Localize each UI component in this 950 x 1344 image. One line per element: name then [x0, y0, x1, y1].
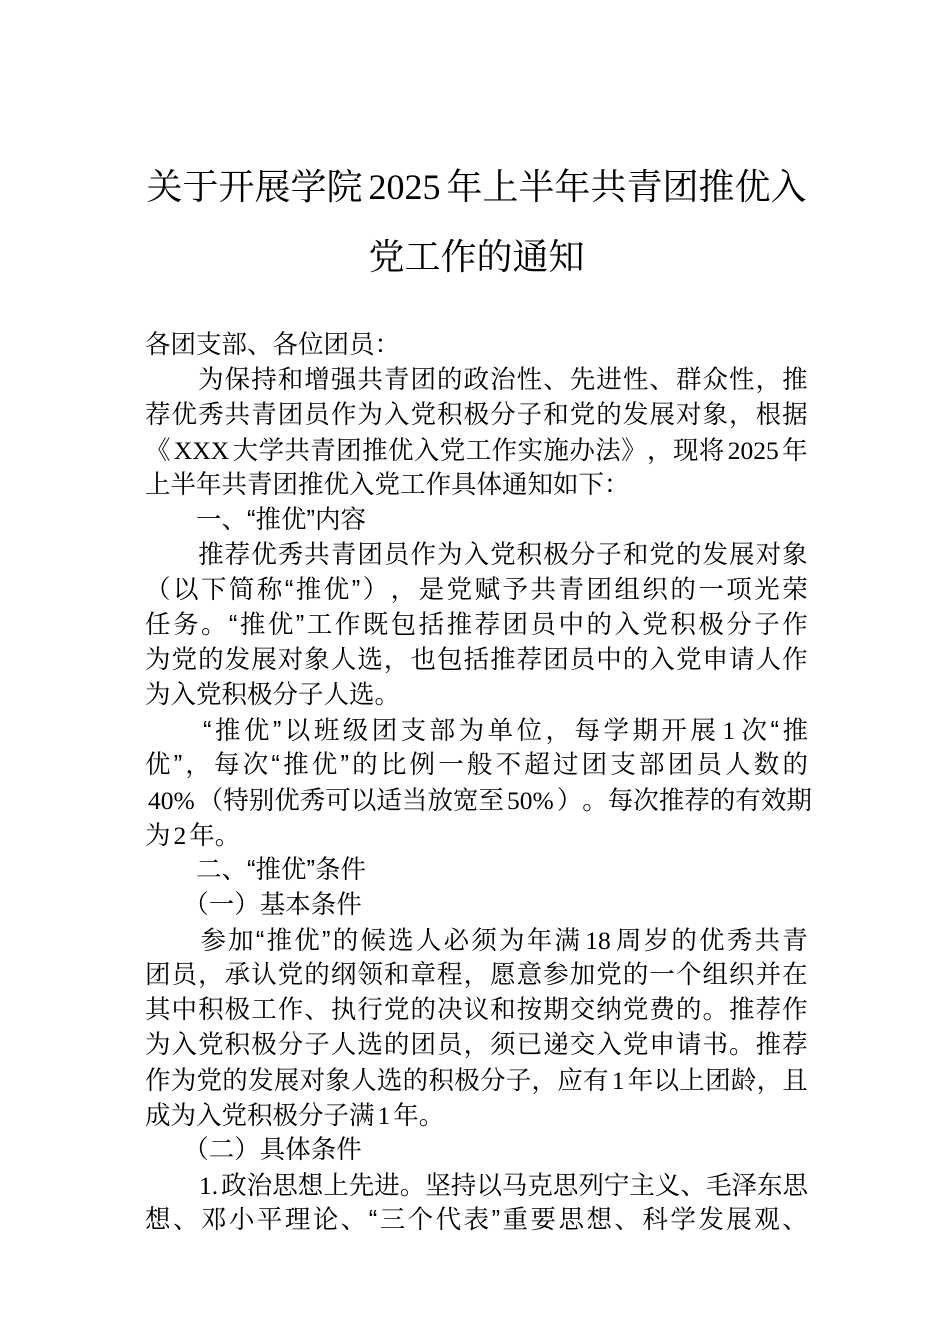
body-line: 成为入党积极分子满 1 年。: [145, 1101, 445, 1130]
title-line-1: 关于开展学院 2025 年上半年共青团推优入: [146, 166, 807, 207]
body-line: 想 、 邓 小 平 理 论 、 “ 三 个 代 表 ” 重 要 思 想 、 科 学 发 展 观 、: [145, 1206, 808, 1234]
body-line: 其 中 积 极 工 作 、 执 行 党 的 决 议 和 按 期 交 纳 党 费 的 。 推 荐 作: [145, 996, 808, 1024]
body-line: （ 以 下 简 称 “ 推 优 ” ） ， 是 党 赋 予 共 青 团 组 织 的 一 项 光 荣: [145, 576, 808, 604]
title-line-2: 党工作的通知: [368, 236, 585, 277]
body-line: 任 务 。 “ 推 优 ” 工 作 既 包 括 推 荐 团 员 中 的 入 党 积 极 分 子 作: [145, 611, 808, 639]
body-line: 团 员 ， 承 认 党 的 纲 领 和 章 程 ， 愿 意 参 加 党 的 一 个 组 织 并 在: [145, 961, 808, 989]
body-line: 推 荐 优 秀 共 青 团 员 作 为 入 党 积 极 分 子 和 党 的 发 展 对 象: [198, 541, 808, 569]
body-line: 1. 政 治 思 想 上 先 进 。 坚 持 以 马 克 思 列 宁 主 义 、 毛 泽 东 思: [145, 1168, 808, 1203]
body-line: （二）具体条件: [145, 1136, 362, 1164]
latin-text-run: 2025: [368, 167, 441, 207]
latin-text-run: 1: [722, 716, 736, 745]
body-line: 40% （ 特 别 优 秀 可 以 适 当 放 宽 至 50% ） 。 每 次 推 荐 的 有 效 期: [145, 783, 808, 818]
latin-text-run: 18: [585, 926, 611, 955]
latin-text-run: 40%: [148, 786, 195, 815]
latin-text-run: 1: [611, 1066, 625, 1095]
body-line: 作 为 党 的 发 展 对 象 人 选 的 积 极 分 子 ， 应 有 1 年 以 上 团 龄 ， 且: [145, 1063, 808, 1098]
body-line: “ 推 优 ” 以 班 级 团 支 部 为 单 位 ， 每 学 期 开 展 1 次 “ 推: [145, 713, 808, 748]
latin-text-run: 2025: [727, 436, 779, 465]
latin-text-run: 1: [377, 1101, 391, 1130]
body-line: 二、“推优”条件: [145, 856, 366, 884]
body-line: 为 入 党 积 极 分 子 人 选 的 团 员 ， 须 已 递 交 入 党 申 请 书 。 推 荐: [145, 1031, 808, 1059]
body-line: 参 加 “ 推 优 ” 的 候 选 人 必 须 为 年 满 18 周 岁 的 优 秀 共 青: [145, 923, 808, 958]
body-line: 《 XXX 大 学 共 青 团 推 优 入 党 工 作 实 施 办 法 》 ， 现 将 2025 年: [145, 433, 808, 468]
latin-text-run: 50%: [506, 786, 554, 815]
document-title: [145, 152, 808, 291]
latin-text-run: 2: [173, 821, 187, 850]
body-line: 为 党 的 发 展 对 象 人 选 ， 也 包 括 推 荐 团 员 中 的 入 党 申 请 人 作: [145, 646, 808, 674]
body-line: （一）基本条件: [145, 891, 362, 919]
body-line: 荐 优 秀 共 青 团 员 作 为 入 党 积 极 分 子 和 党 的 发 展 对 象 ， 根 据: [145, 401, 808, 429]
document-body: [145, 328, 812, 1238]
body-line: 优 ” ， 每 次 “ 推 优 ” 的 比 例 一 般 不 超 过 团 支 部 团 员 人 数 的: [145, 751, 808, 779]
body-line: 为 2 年。: [145, 821, 241, 850]
body-line: 一、“推优”内容: [145, 506, 366, 534]
body-line: 为 保 持 和 增 强 共 青 团 的 政 治 性 、 先 进 性 、 群 众 性 ， 推: [198, 366, 808, 394]
body-line: 上半年共青团推优入党工作具体通知如下：: [145, 471, 630, 499]
body-line: 为入党积极分子人选。: [145, 681, 401, 709]
body-line: 各团支部、各位团员：: [145, 331, 401, 359]
latin-text-run: XXX: [173, 436, 230, 465]
latin-text-run: 1.: [199, 1171, 219, 1200]
